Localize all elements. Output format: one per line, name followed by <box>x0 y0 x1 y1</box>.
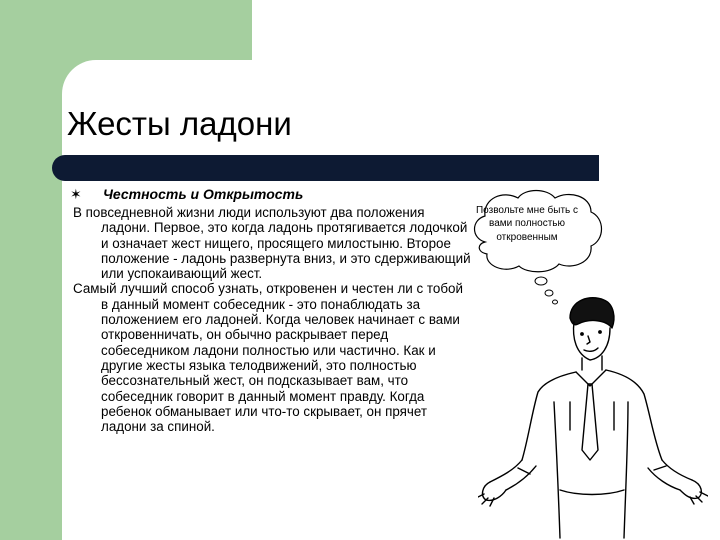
slide-title: Жесты ладони <box>67 105 292 142</box>
paragraph-palm-positions: В повседневной жизни люди используют два положения ладони. Первое, это когда ладонь протягивается лодочкой и означает жест нищего, просящего милостыню. Второе положение - ладонь развернута вниз, и это сдерживающий или успокаивающий жест. <box>73 205 471 282</box>
bullet-star-icon: ✶ <box>70 186 82 202</box>
decorative-green-sidebar <box>0 0 62 540</box>
man-open-palms-illustration <box>478 290 708 540</box>
body-text <box>73 205 473 434</box>
title-underline-bar <box>52 155 599 181</box>
paragraph-honesty-signal: Самый лучший способ узнать, откровенен и честен ли с тобой в данный момент собеседник - это понаблюдать за положением его ладоней. Когда человек начинает с вами откровенничать, он обычно раскрывает перед собеседником ладони полностью или частично. Как и другие жесты языка телодвижений, это полностью бессознательный жест, он подсказывает вам, что собеседник говорит в данный момент правду. Когда ребенок обманывает или что-то скрывает, он прячет ладони за спиной. <box>73 281 463 435</box>
thought-bubble-text: Позвольте мне быть с вами полностью откровенным <box>475 205 579 243</box>
section-heading: Честность и Открытость <box>103 186 304 202</box>
